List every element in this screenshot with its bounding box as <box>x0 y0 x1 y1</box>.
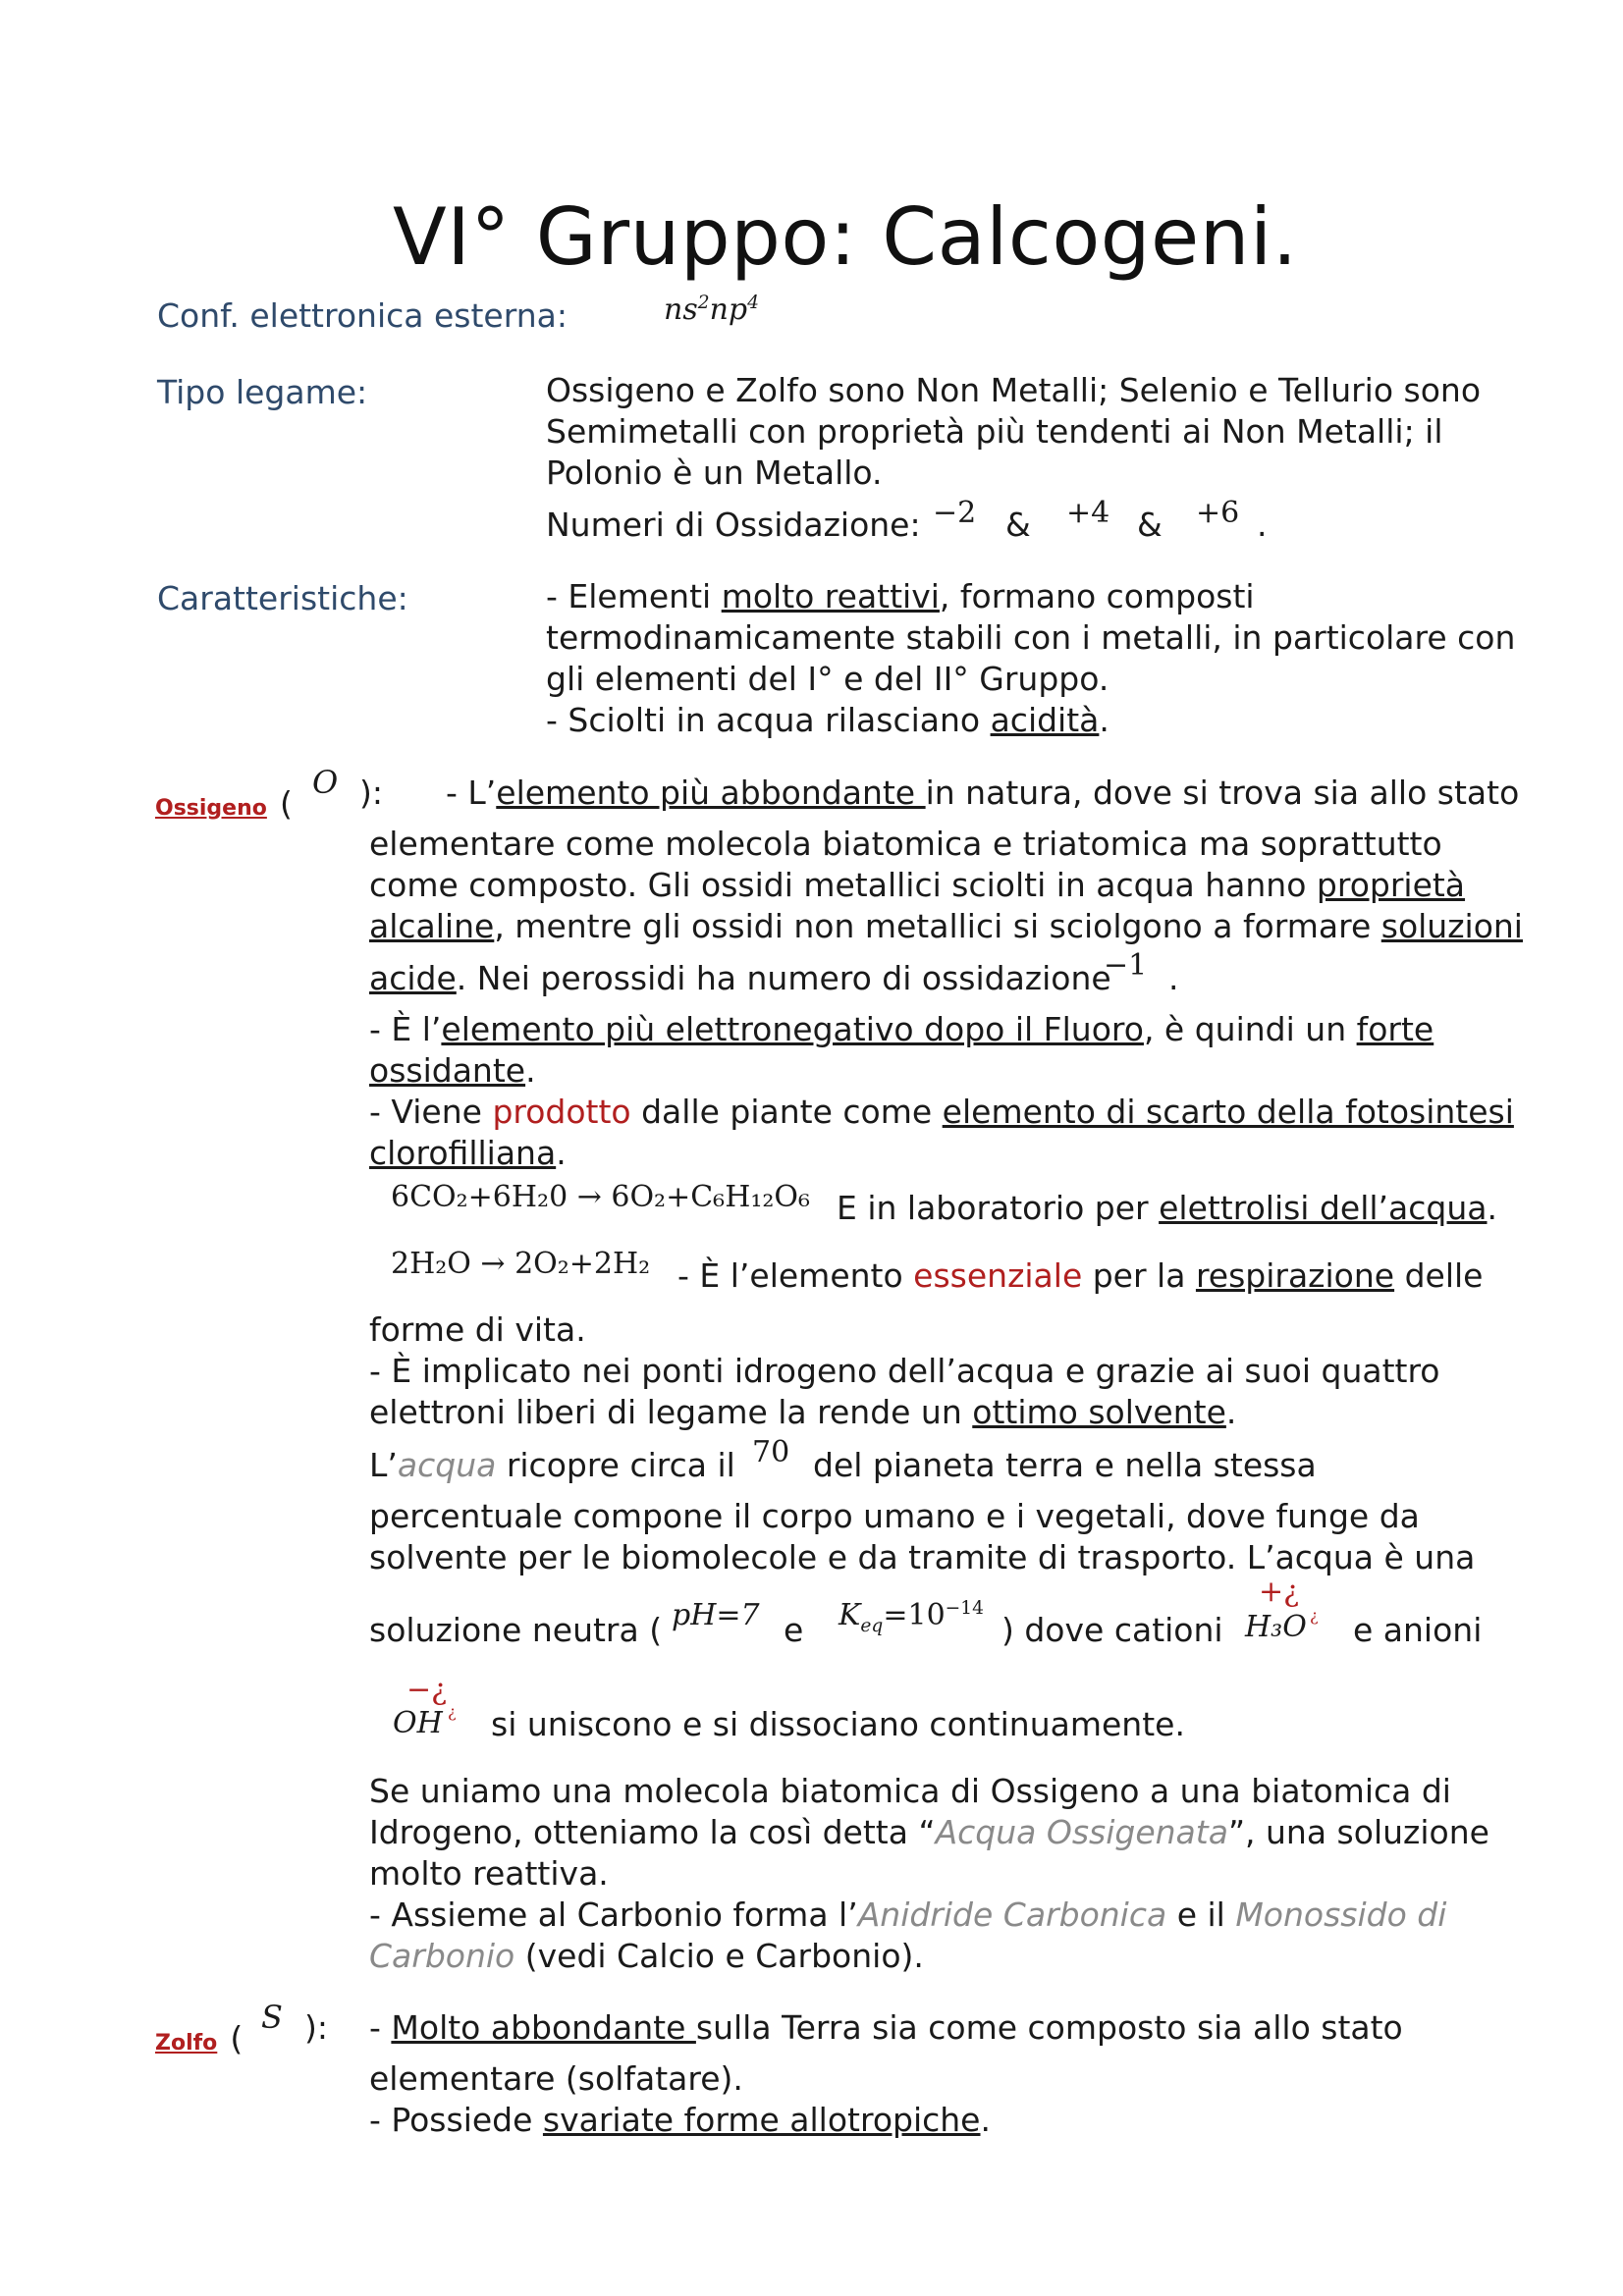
keq-value: $K_{eq}=10^{-14}$ <box>839 1598 984 1636</box>
oss-line-6: - È l’elemento più elettronegativo dopo il Fluoro, è quindi un forte <box>369 1010 1434 1048</box>
tipo-line-1: Ossigeno e Zolfo sono Non Metalli; Selenio e Tellurio sono <box>546 371 1482 409</box>
oss-line-3: come composto. Gli ossidi metallici sciolti in acqua hanno proprietà <box>369 866 1466 904</box>
tipo-line-2: Semimetalli con proprietà più tendenti ai Non Metalli; il <box>546 412 1443 451</box>
zolfo-symbol: S <box>261 1999 283 2036</box>
oss-line-16b: ) dove cationi <box>1001 1611 1223 1649</box>
eq1-text: E in laboratorio per elettrolisi dell’acqua. <box>837 1189 1497 1227</box>
conf-formula: $ns^2np^4$ <box>664 293 759 327</box>
ox-value-2: +4 <box>1066 496 1110 530</box>
hydroxide-formula: OH <box>393 1706 443 1740</box>
zolfo-line-3: - Possiede svariate forme allotropiche. <box>369 2101 991 2139</box>
ox-dot: . <box>1257 506 1268 544</box>
oss-line-11: - È implicato nei ponti idrogeno dell’acqua e grazie ai suoi quattro <box>369 1352 1440 1390</box>
oss-line-16e: e <box>784 1611 804 1649</box>
ox-amp-1: & <box>1005 506 1031 544</box>
oss-line-17: si uniscono e si dissociano continuamente. <box>491 1705 1185 1743</box>
hydronium-formula: H₃O <box>1245 1610 1307 1644</box>
electrolysis-equation: 2H₂O → 2O₂+2H₂ <box>391 1247 651 1281</box>
hydronium-glyph: ¿ <box>1310 1606 1319 1625</box>
oss-line-13b: del pianeta terra e nella stessa <box>813 1446 1317 1484</box>
caratt-line-4: - Sciolti in acqua rilasciano acidità. <box>546 701 1109 739</box>
oss-line-20: molto reattiva. <box>369 1854 609 1893</box>
eq2-text: - È l’elemento essenziale per la respirazione delle <box>677 1256 1484 1295</box>
conf-label: Conf. elettronica esterna: <box>157 296 568 335</box>
oss-line-9: clorofilliana. <box>369 1134 567 1172</box>
oss-line-1: - L’elemento più abbondante in natura, dove si trova sia allo stato <box>446 774 1520 812</box>
tipo-label: Tipo legame: <box>157 373 368 411</box>
ox-amp-2: & <box>1137 506 1163 544</box>
ossigeno-heading: Ossigeno ( <box>155 784 293 823</box>
caratt-label: Caratteristiche: <box>157 579 408 617</box>
oss-line-7: ossidante. <box>369 1051 536 1090</box>
zolfo-line-1: - Molto abbondante sulla Terra sia come composto sia allo stato <box>369 2008 1403 2047</box>
oss-line-4: alcaline, mentre gli ossidi non metallici si sciolgono a formare soluzioni <box>369 907 1523 945</box>
oss-line-15: solvente per le biomolecole e da tramite di trasporto. L’acqua è una <box>369 1538 1476 1576</box>
oss-line-16a: soluzione neutra ( <box>369 1611 663 1649</box>
tipo-line-3: Polonio è un Metallo. <box>546 454 883 492</box>
caratt-line-1: - Elementi molto reattivi, formano composti <box>546 577 1255 615</box>
zolfo-name: Zolfo <box>155 2031 218 2056</box>
ox-value-1: −2 <box>933 496 977 530</box>
perox-ox-number: −1 <box>1104 948 1148 983</box>
oss-line-5-dot: . <box>1168 959 1179 997</box>
hydroxide-glyph: ¿ <box>448 1702 457 1721</box>
zolfo-line-2: elementare (solfatare). <box>369 2059 743 2098</box>
ossigeno-name: Ossigeno <box>155 796 267 821</box>
photosynthesis-equation: 6CO₂+6H₂0 → 6O₂+C₆H₁₂O₆ <box>391 1180 811 1214</box>
oss-line-19: Idrogeno, otteniamo la così detta “Acqua Ossigenata”, una soluzione <box>369 1813 1489 1851</box>
ph-value: pH=7 <box>672 1598 760 1632</box>
ox-label: Numeri di Ossidazione: <box>546 506 921 544</box>
oss-line-14: percentuale compone il corpo umano e i vegetali, dove funge da <box>369 1497 1420 1535</box>
oss-line-21: - Assieme al Carbonio forma l’Anidride Carbonica e il Monossido di <box>369 1896 1447 1934</box>
oss-line-16c: e anioni <box>1353 1611 1483 1649</box>
oss-line-12: elettroni liberi di legame la rende un ottimo solvente. <box>369 1393 1237 1431</box>
zolfo-heading: Zolfo ( <box>155 2019 243 2057</box>
oss-line-22: Carbonio (vedi Calcio e Carbonio). <box>369 1937 924 1975</box>
ox-value-3: +6 <box>1196 496 1240 530</box>
oss-line-2: elementare come molecola biatomica e triatomica ma soprattutto <box>369 825 1442 863</box>
caratt-line-2: termodinamicamente stabili con i metalli, in particolare con <box>546 618 1516 657</box>
ossigeno-close: ): <box>359 774 383 812</box>
caratt-line-3: gli elementi del I° e del II° Gruppo. <box>546 660 1109 698</box>
hydronium-charge: +¿ <box>1259 1575 1300 1609</box>
page-title: VI° Gruppo: Calcogeni. <box>393 191 1298 283</box>
zolfo-close: ): <box>304 2008 328 2047</box>
hydroxide-charge: −¿ <box>406 1673 448 1707</box>
oss-line-10: forme di vita. <box>369 1310 586 1349</box>
oss-line-5: acide. Nei perossidi ha numero di ossidazione <box>369 959 1111 997</box>
oss-line-18: Se uniamo una molecola biatomica di Ossigeno a una biatomica di <box>369 1772 1451 1810</box>
water-percentage: 70 <box>752 1435 790 1469</box>
oss-line-8: - Viene prodotto dalle piante come elemento di scarto della fotosintesi <box>369 1093 1514 1131</box>
oss-line-13: L’acqua ricopre circa il <box>369 1446 735 1484</box>
ossigeno-symbol: O <box>312 764 339 801</box>
